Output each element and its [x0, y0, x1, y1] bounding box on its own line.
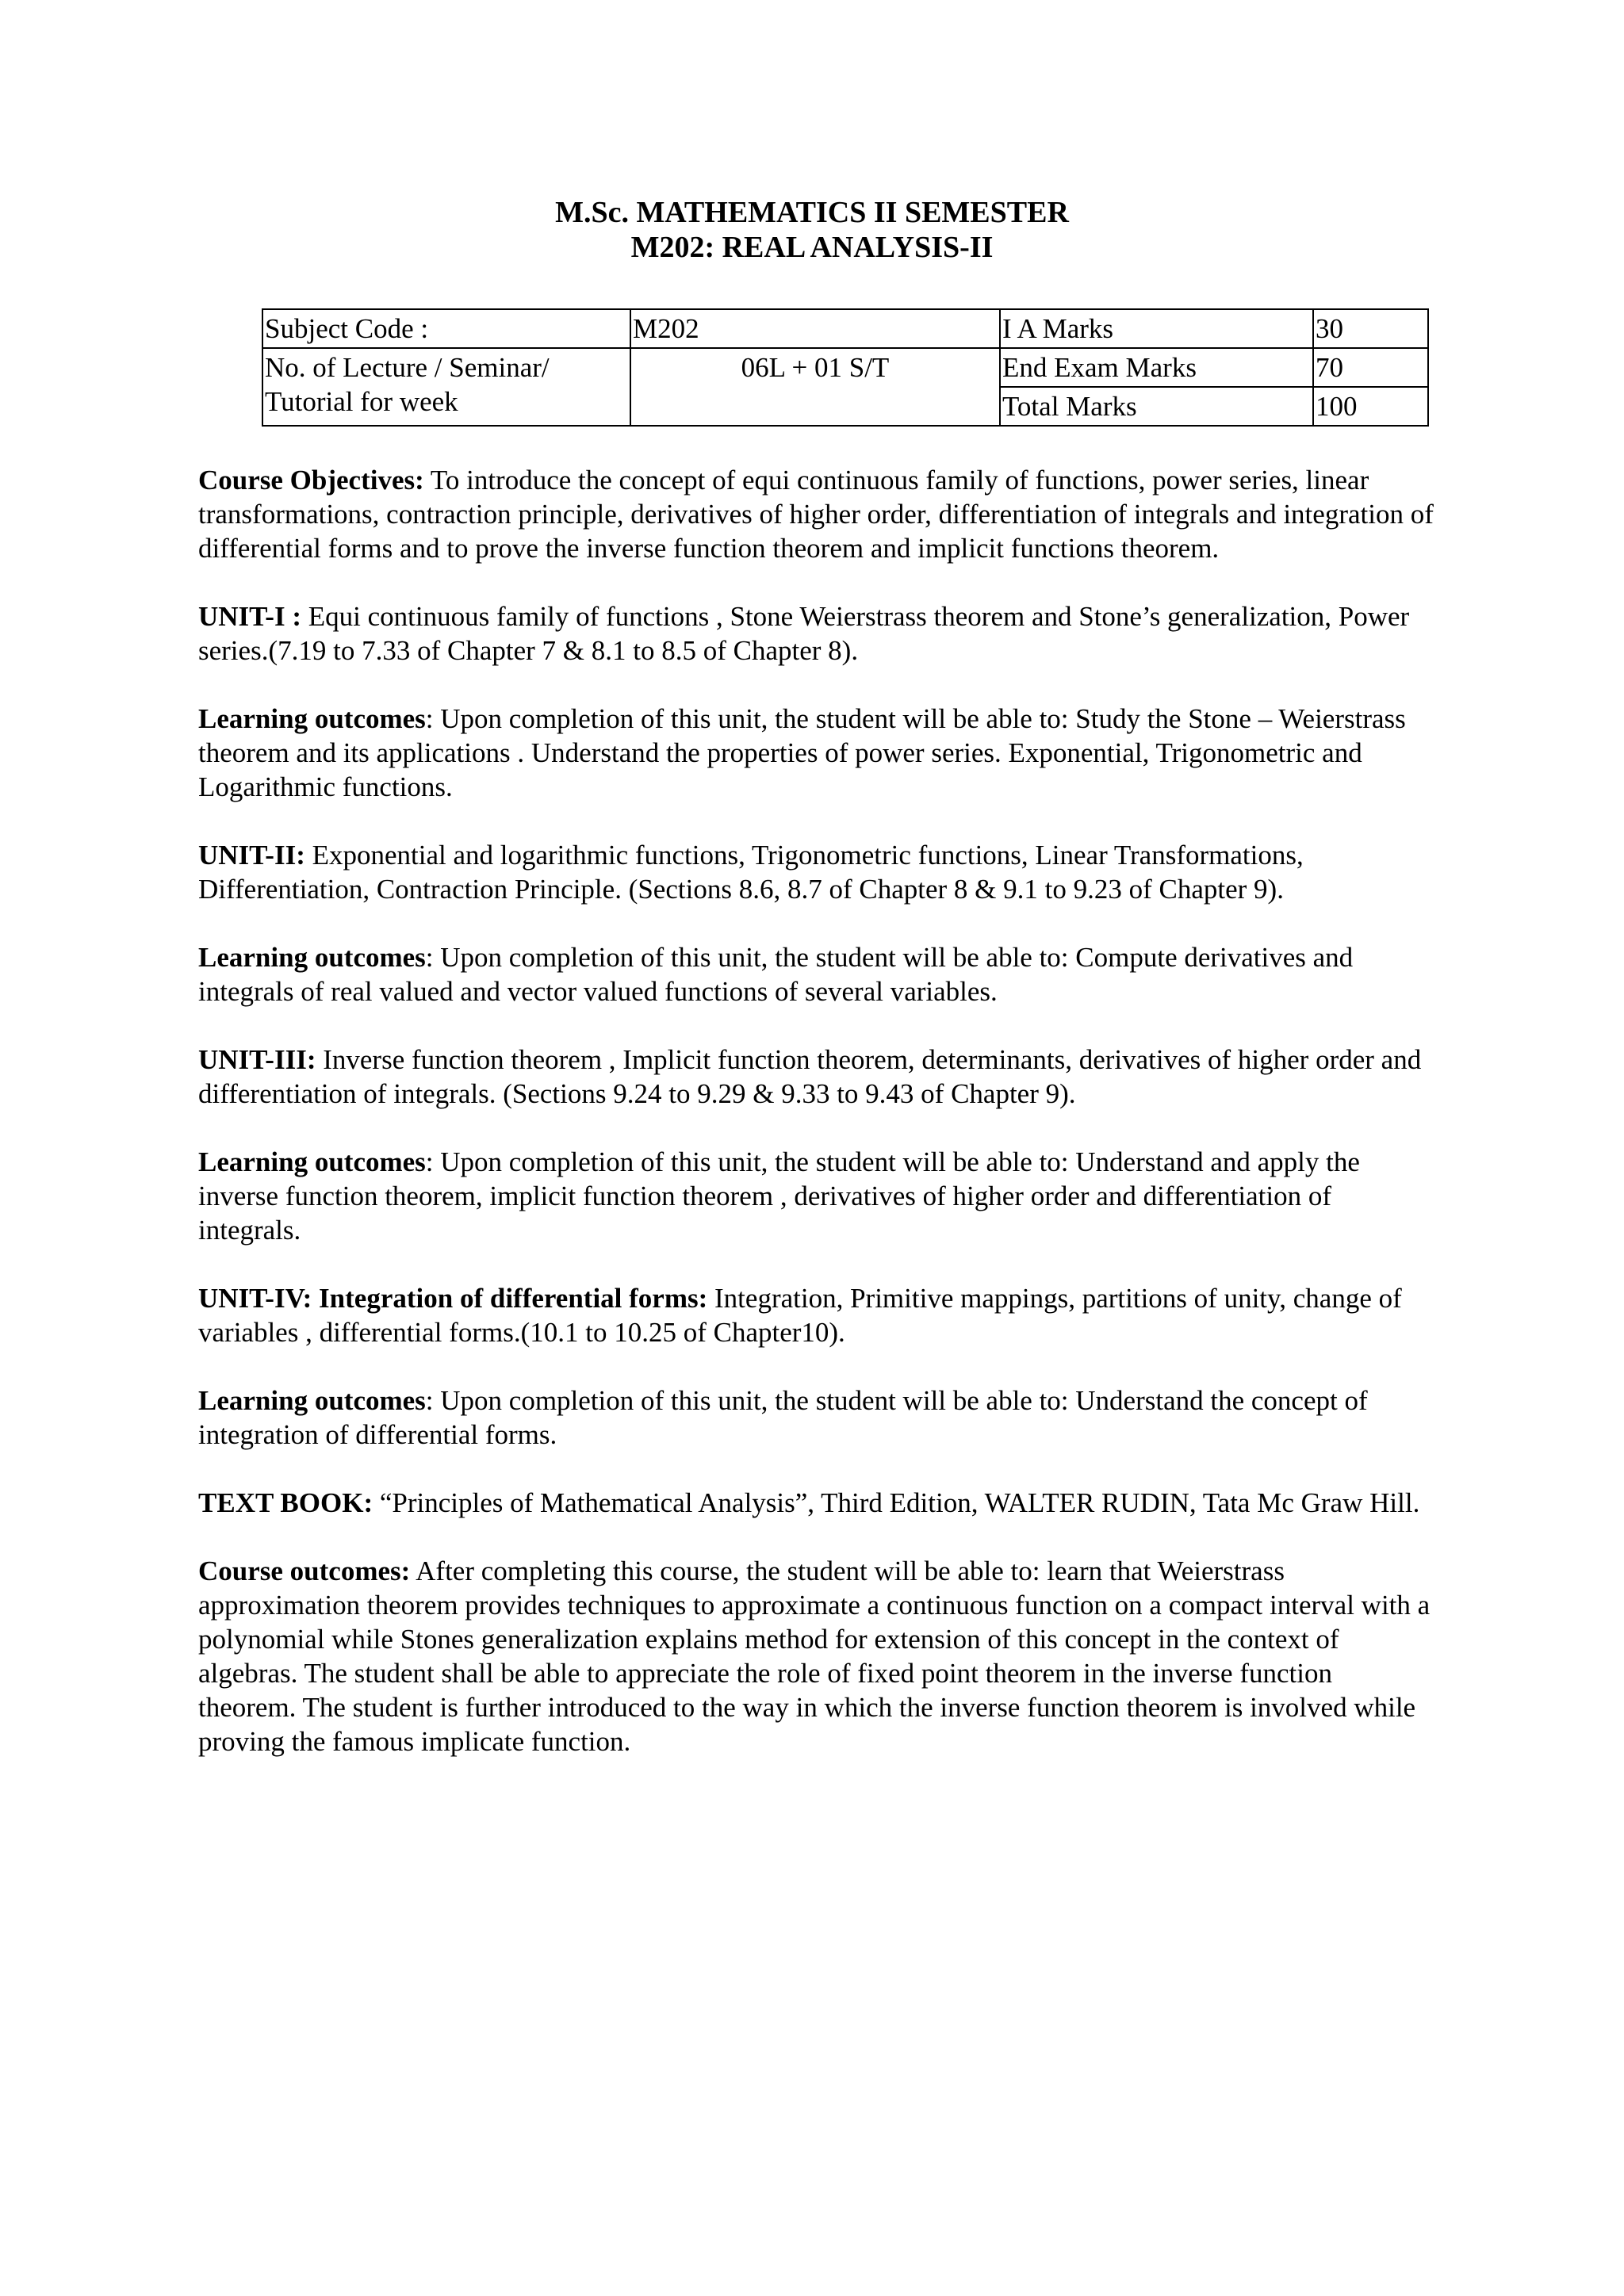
- learning-outcomes-2: [198, 940, 1435, 1008]
- learning-outcomes-3-text: : Upon completion of this unit, the student will be able to: Understand and apply the inverse function theorem, implicit function theorem , derivatives of higher order and differentiation of integrals.: [198, 1146, 1360, 1246]
- unit-1: [198, 599, 1435, 668]
- learning-outcomes-2-heading: Learning outcomes: [198, 942, 426, 973]
- title-line-course: M202: REAL ANALYSIS-II: [630, 231, 994, 264]
- unit-2-heading: UNIT-II:: [198, 840, 305, 871]
- learning-outcomes-1-text: : Upon completion of this unit, the student will be able to: Study the Stone – Weierstrass theorem and its applications . Understand the properties of power series. Exponential, Trigonometric and Logarithmic functions.: [198, 703, 1406, 802]
- ia-marks-label: I A Marks: [1000, 309, 1313, 348]
- ia-marks-value: 30: [1313, 309, 1428, 348]
- learning-outcomes-3-heading: Learning outcomes: [198, 1146, 426, 1177]
- learning-outcomes-4-text: : Upon completion of this unit, the student will be able to: Understand the concept of integration of differential forms.: [198, 1385, 1368, 1450]
- unit-4-heading: UNIT-IV: Integration of differential forms:: [198, 1283, 708, 1314]
- unit-3: [198, 1043, 1435, 1111]
- end-exam-value: 70: [1313, 348, 1428, 387]
- course-outcomes-text: After completing this course, the student will be able to: learn that Weierstrass approximation theorem provides techniques to approximate a continuous function on a compact interval with a polynomial while Stones generalization explains method for extension of this concept in the context of algebras. The student shall be able to appreciate the role of fixed point theorem in the inverse function theorem. The student is further introduced to the way in which the inverse function theorem is involved while proving the famous implicate function.: [198, 1556, 1431, 1757]
- lecture-label-line2: Tutorial for week: [265, 386, 458, 417]
- course-objectives-heading: Course Objectives:: [198, 465, 424, 496]
- table-row: [262, 348, 1428, 387]
- unit-4: [198, 1281, 1435, 1349]
- text-book-text: “Principles of Mathematical Analysis”, Third Edition, WALTER RUDIN, Tata Mc Graw Hill.: [373, 1487, 1420, 1518]
- course-objectives: [198, 463, 1435, 565]
- course-outcomes-heading: Course outcomes:: [198, 1556, 411, 1586]
- total-marks-value: 100: [1313, 387, 1428, 426]
- unit-3-text: Inverse function theorem , Implicit function theorem, determinants, derivatives of higher order and differentiation of integrals. (Sections 9.24 to 9.29 & 9.33 to 9.43 of Chapter 9).: [198, 1044, 1422, 1109]
- marks-table: [262, 308, 1429, 427]
- learning-outcomes-3: [198, 1145, 1435, 1247]
- lecture-value: 06L + 01 S/T: [630, 348, 1000, 426]
- text-book: [198, 1486, 1435, 1520]
- total-marks-label: Total Marks: [1000, 387, 1313, 426]
- document-title: [0, 195, 1624, 265]
- learning-outcomes-4: [198, 1383, 1435, 1452]
- subject-code-value: M202: [630, 309, 1000, 348]
- syllabus-body: [198, 463, 1435, 1793]
- unit-1-heading: UNIT-I :: [198, 601, 301, 632]
- learning-outcomes-1-heading: Learning outcomes: [198, 703, 426, 734]
- unit-3-heading: UNIT-III:: [198, 1044, 316, 1075]
- lecture-label-line1: No. of Lecture / Seminar/: [265, 352, 550, 383]
- unit-1-text: Equi continuous family of functions , Stone Weierstrass theorem and Stone’s generalization, Power series.(7.19 to 7.33 of Chapter 7 & 8.1 to 8.5 of Chapter 8).: [198, 601, 1410, 666]
- course-outcomes: [198, 1554, 1435, 1758]
- lecture-label-cell: [262, 348, 630, 426]
- table-row: [262, 309, 1428, 348]
- end-exam-label: End Exam Marks: [1000, 348, 1313, 387]
- learning-outcomes-4-heading: Learning outcomes: [198, 1385, 426, 1416]
- text-book-heading: TEXT BOOK:: [198, 1487, 373, 1518]
- unit-2-text: Exponential and logarithmic functions, Trigonometric functions, Linear Transformations, Differentiation, Contraction Principle. (Sections 8.6, 8.7 of Chapter 8 & 9.1 to 9.23 of Chapter 9).: [198, 840, 1304, 905]
- learning-outcomes-1: [198, 702, 1435, 804]
- unit-4-text: Integration, Primitive mappings, partitions of unity, change of variables , differential forms.(10.1 to 10.25 of Chapter10).: [198, 1283, 1402, 1348]
- subject-code-label: Subject Code :: [262, 309, 630, 348]
- title-line-program: M.Sc. MATHEMATICS II SEMESTER: [555, 196, 1069, 229]
- learning-outcomes-2-text: : Upon completion of this unit, the student will be able to: Compute derivatives and integrals of real valued and vector valued functions of several variables.: [198, 942, 1354, 1007]
- course-objectives-text: To introduce the concept of equi continuous family of functions, power series, linear transformations, contraction principle, derivatives of higher order, differentiation of integrals and integration of differential forms and to prove the inverse function theorem and implicit functions theorem.: [198, 465, 1434, 564]
- unit-2: [198, 838, 1435, 906]
